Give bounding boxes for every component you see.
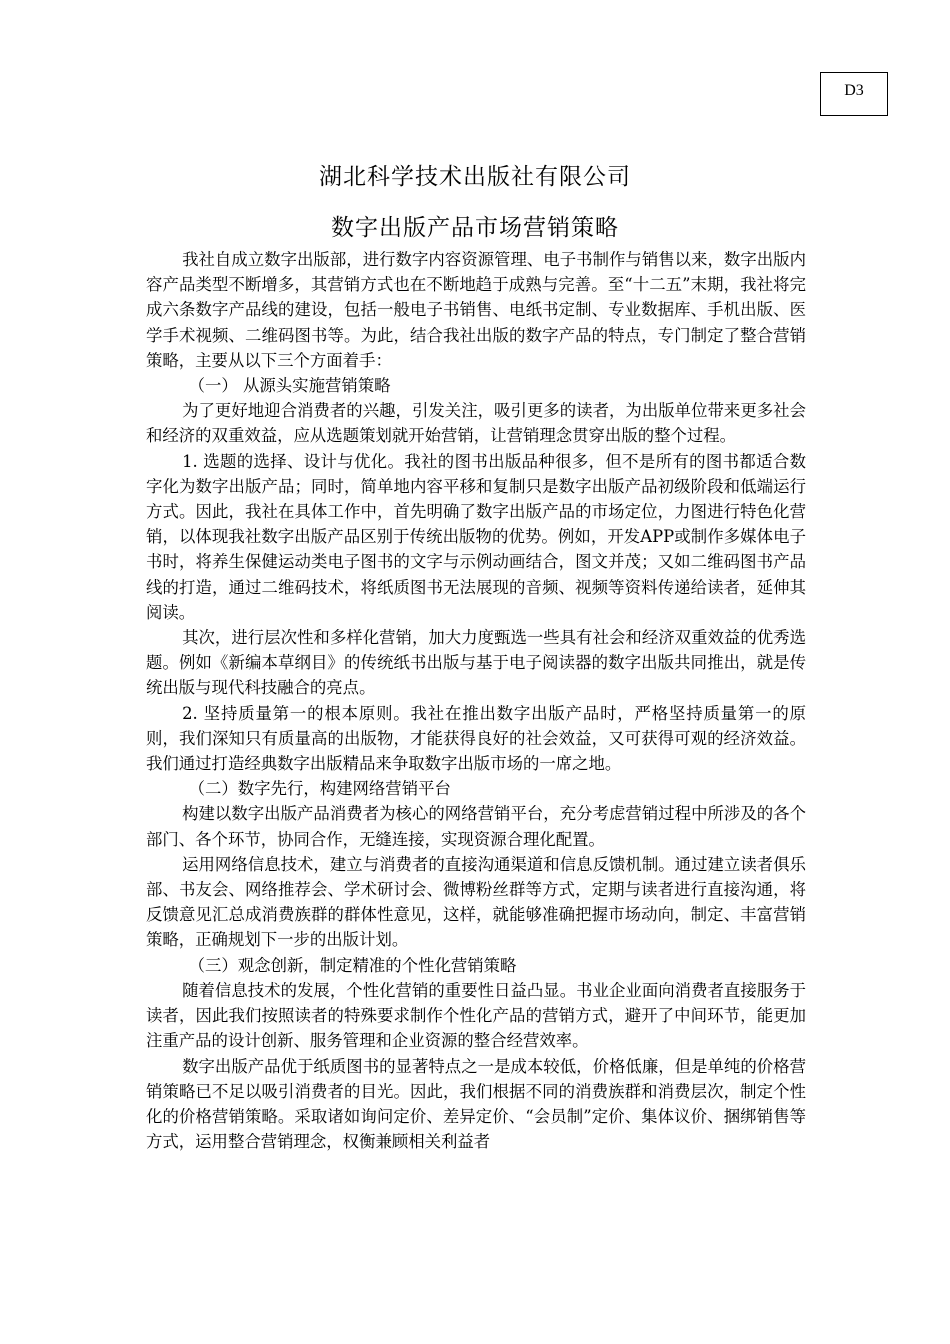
paragraph: 其次，进行层次性和多样化营销，加大力度甄选一些具有社会和经济双重效益的优秀选题。例如《新编本草纲目》的传统纸书出版与基于电子阅读器的数字出版共同推出，就是传统出版与现代科技融合的亮点。 <box>146 628 806 698</box>
document-body <box>146 247 806 1154</box>
paragraph: 我社自成立数字出版部，进行数字内容资源管理、电子书制作与销售以来，数字出版内容产品类型不断增多，其营销方式也在不断地趋于成熟与完善。至“十二五”末期，我社将完成六条数字产品线的建设，包括一般电子书销售、电纸书定制、专业数据库、手机出版、医学手术视频、二维码图书等。为此，结合我社出版的数字产品的特点，专门制定了整合营销策略，主要从以下三个方面着手： <box>146 250 806 370</box>
paragraph: 2. 坚持质量第一的根本原则。我社在推出数字出版产品时，严格坚持质量第一的原则，我们深知只有质量高的出版物，才能获得良好的社会效益，又可获得可观的经济效益。我们通过打造经典数字出版精品来争取数字出版市场的一席之地。 <box>146 703 806 774</box>
paragraph: 随着信息技术的发展，个性化营销的重要性日益凸显。书业企业面向消费者直接服务于读者，因此我们按照读者的特殊要求制作个性化产品的营销方式，避开了中间环节，能更加注重产品的设计创新、服务管理和企业资源的整合经营效率。 <box>146 980 806 1051</box>
paragraph: 为了更好地迎合消费者的兴趣，引发关注，吸引更多的读者，为出版单位带来更多社会和经济的双重效益，应从选题策划就开始营销，让营销理念贯穿出版的整个过程。 <box>146 401 806 446</box>
paragraph: 运用网络信息技术，建立与消费者的直接沟通渠道和信息反馈机制。通过建立读者俱乐部、书友会、网络推荐会、学术研讨会、微博粉丝群等方式，定期与读者进行直接沟通，将反馈意见汇总成消费族群的群体性意见，这样，就能够准确把握市场动向，制定、丰富营销策略，正确规划下一步的出版计划。 <box>146 854 806 950</box>
section-heading: （三）观念创新，制定精准的个性化营销策略 <box>188 955 517 975</box>
document-code-box: D3 <box>820 72 888 116</box>
section-heading: （一） 从源头实施营销策略 <box>188 376 391 396</box>
document-title: 湖北科学技术出版社有限公司 <box>319 164 631 190</box>
paragraph: 构建以数字出版产品消费者为核心的网络营销平台，充分考虑营销过程中所涉及的各个部门、各个环节，协同合作，无缝连接，实现资源合理化配置。 <box>146 804 806 849</box>
paragraph: 数字出版产品优于纸质图书的显著特点之一是成本较低，价格低廉，但是单纯的价格营销策略已不足以吸引消费者的目光。因此，我们根据不同的消费族群和消费层次，制定个性化的价格营销策略。采取诸如询问定价、差异定价、“会员制”定价、集体议价、捆绑销售等方式，运用整合营销理念，权衡兼顾相关利益者 <box>146 1056 806 1152</box>
paragraph: 1. 选题的选择、设计与优化。我社的图书出版品种很多，但不是所有的图书都适合数字化为数字出版产品；同时，简单地内容平移和复制只是数字出版产品初级阶段和低端运行方式。因此，我社在具体工作中，首先明确了数字出版产品的市场定位，力图进行特色化营销，以体现我社数字出版产品区别于传统出版物的优势。例如，开发APP或制作多媒体电子书时，将养生保健运动类电子图书的文字与示例动画结合，图文并茂；又如二维码图书产品线的打造，通过二维码技术，将纸质图书无法展现的音频、视频等资料传递给读者，延伸其阅读。 <box>146 451 806 622</box>
document-subtitle: 数字出版产品市场营销策略 <box>331 215 619 241</box>
section-heading: （二）数字先行，构建网络营销平台 <box>188 779 451 799</box>
